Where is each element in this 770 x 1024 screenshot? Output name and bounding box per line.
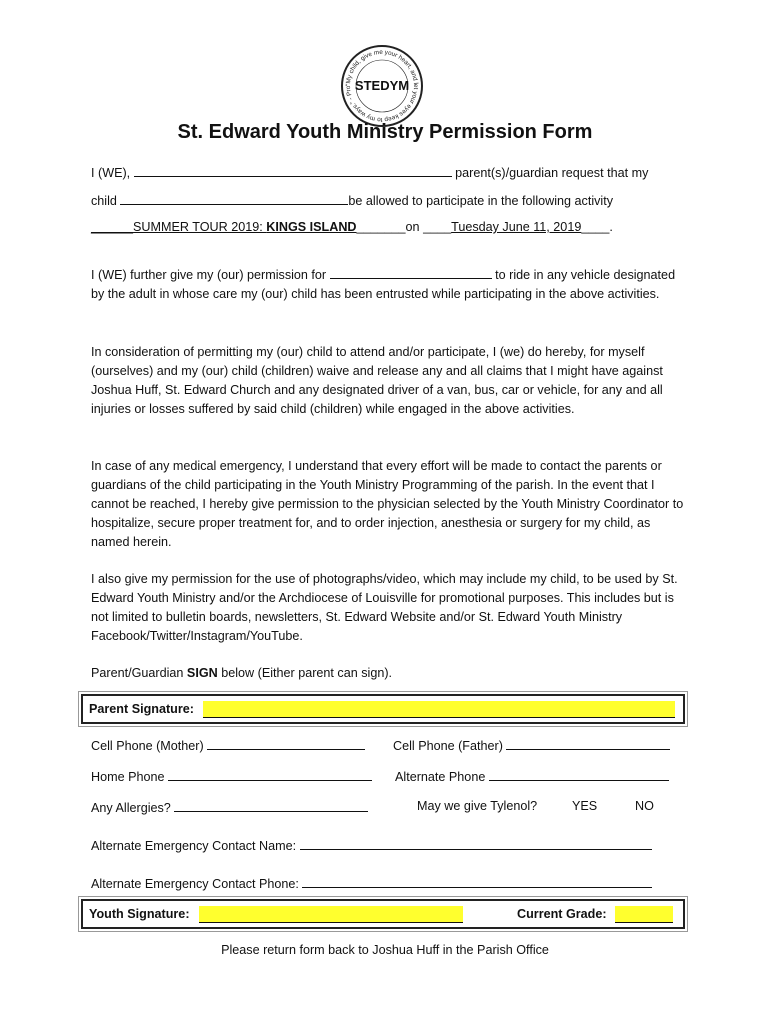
logo-ring-text: "My child, give me your heart, and let your eyes keep to my ways." - Pro [344, 48, 420, 124]
tylenol-question: May we give Tylenol? [417, 799, 538, 813]
cell-mother-row: Cell Phone (Mother) [91, 737, 365, 753]
alt-contact-name-blank[interactable] [300, 837, 652, 850]
alt-contact-phone-blank[interactable] [302, 875, 652, 888]
current-grade-field[interactable] [615, 906, 673, 923]
page-title: St. Edward Youth Ministry Permission Form [177, 121, 593, 143]
stedym-logo [340, 44, 424, 128]
intro-line-1: I (WE), parent(s)/guardian request that my [91, 166, 649, 180]
activity-name: SUMMER TOUR 2019: [133, 220, 267, 234]
cell-father-blank[interactable] [506, 737, 670, 750]
parent-signature-label: Parent Signature: [89, 702, 194, 716]
waiver-paragraph: In consideration of permitting my (our) child to attend and/or participate, I (we) do hereby, for myself (ourselves) and my (our) child (children) waive and release any and all claims that I might have against Joshua Huff, St. Edward Church and any designated driver of a van, bus, car or vehicle, for any and all injuries or losses suffered by said child (children) while engaged in the above activities. [91, 345, 663, 416]
cell-father-row: Cell Phone (Father) [393, 737, 670, 753]
footer-note: Please return form back to Joshua Huff in the Parish Office [221, 943, 549, 957]
home-phone-blank[interactable] [168, 768, 372, 781]
guardian-name-blank[interactable] [134, 164, 452, 177]
ride-child-blank[interactable] [330, 266, 492, 279]
child-name-blank[interactable] [120, 192, 348, 205]
alt-contact-name-row: Alternate Emergency Contact Name: [91, 837, 652, 853]
cell-mother-blank[interactable] [207, 737, 365, 750]
photo-paragraph: I also give my permission for the use of photographs/video, which may include my child, to be used by St. Edward Youth Ministry and/or the Archdiocese of Louisville for promotional purposes. This includes but is not limited to bulletin boards, newsletters, St. Edward Website and/or St. Edward Youth Ministry Facebook/Twitter/Instagram/YouTube. [91, 572, 678, 643]
logo-wordmark: STEDYM [354, 78, 410, 93]
activity-line: ______SUMMER TOUR 2019: KINGS ISLAND_______on ____Tuesday June 11, 2019____. [91, 220, 613, 234]
ride-permission-paragraph: I (WE) further give my (our) permission for to ride in any vehicle designated by the adult in whose care my (our) child has been entrusted while participating in the above activities. [91, 268, 676, 301]
youth-signature-label: Youth Signature: [89, 907, 190, 921]
sign-instruction: Parent/Guardian SIGN below (Either parent can sign). [91, 666, 393, 680]
allergies-row: Any Allergies? [91, 799, 368, 815]
allergies-blank[interactable] [174, 799, 368, 812]
activity-date: Tuesday June 11, 2019 [451, 220, 582, 234]
alternate-phone-row: Alternate Phone [395, 768, 669, 784]
home-phone-row: Home Phone [91, 768, 372, 784]
current-grade-label: Current Grade: [517, 907, 607, 921]
medical-paragraph: In case of any medical emergency, I understand that every effort will be made to contact the parents or guardians of the child participating in the Youth Ministry Programming of the parish. In the event that I cannot be reached, I hereby give permission to the physician selected by the Youth Ministry Coordinator to hospitalize, secure proper treatment for, and to order injection, anesthesia or surgery for my child, as named herein. [91, 459, 684, 549]
parent-signature-field[interactable] [203, 701, 675, 718]
intro-line-2: child be allowed to participate in the following activity [91, 194, 614, 208]
tylenol-no-option[interactable]: NO [635, 799, 654, 813]
youth-signature-field[interactable] [199, 906, 463, 923]
alt-contact-phone-row: Alternate Emergency Contact Phone: [91, 875, 652, 891]
tylenol-yes-option[interactable]: YES [572, 799, 598, 813]
youth-signature-box [81, 899, 685, 929]
parent-signature-box [81, 694, 685, 724]
alternate-phone-blank[interactable] [489, 768, 669, 781]
